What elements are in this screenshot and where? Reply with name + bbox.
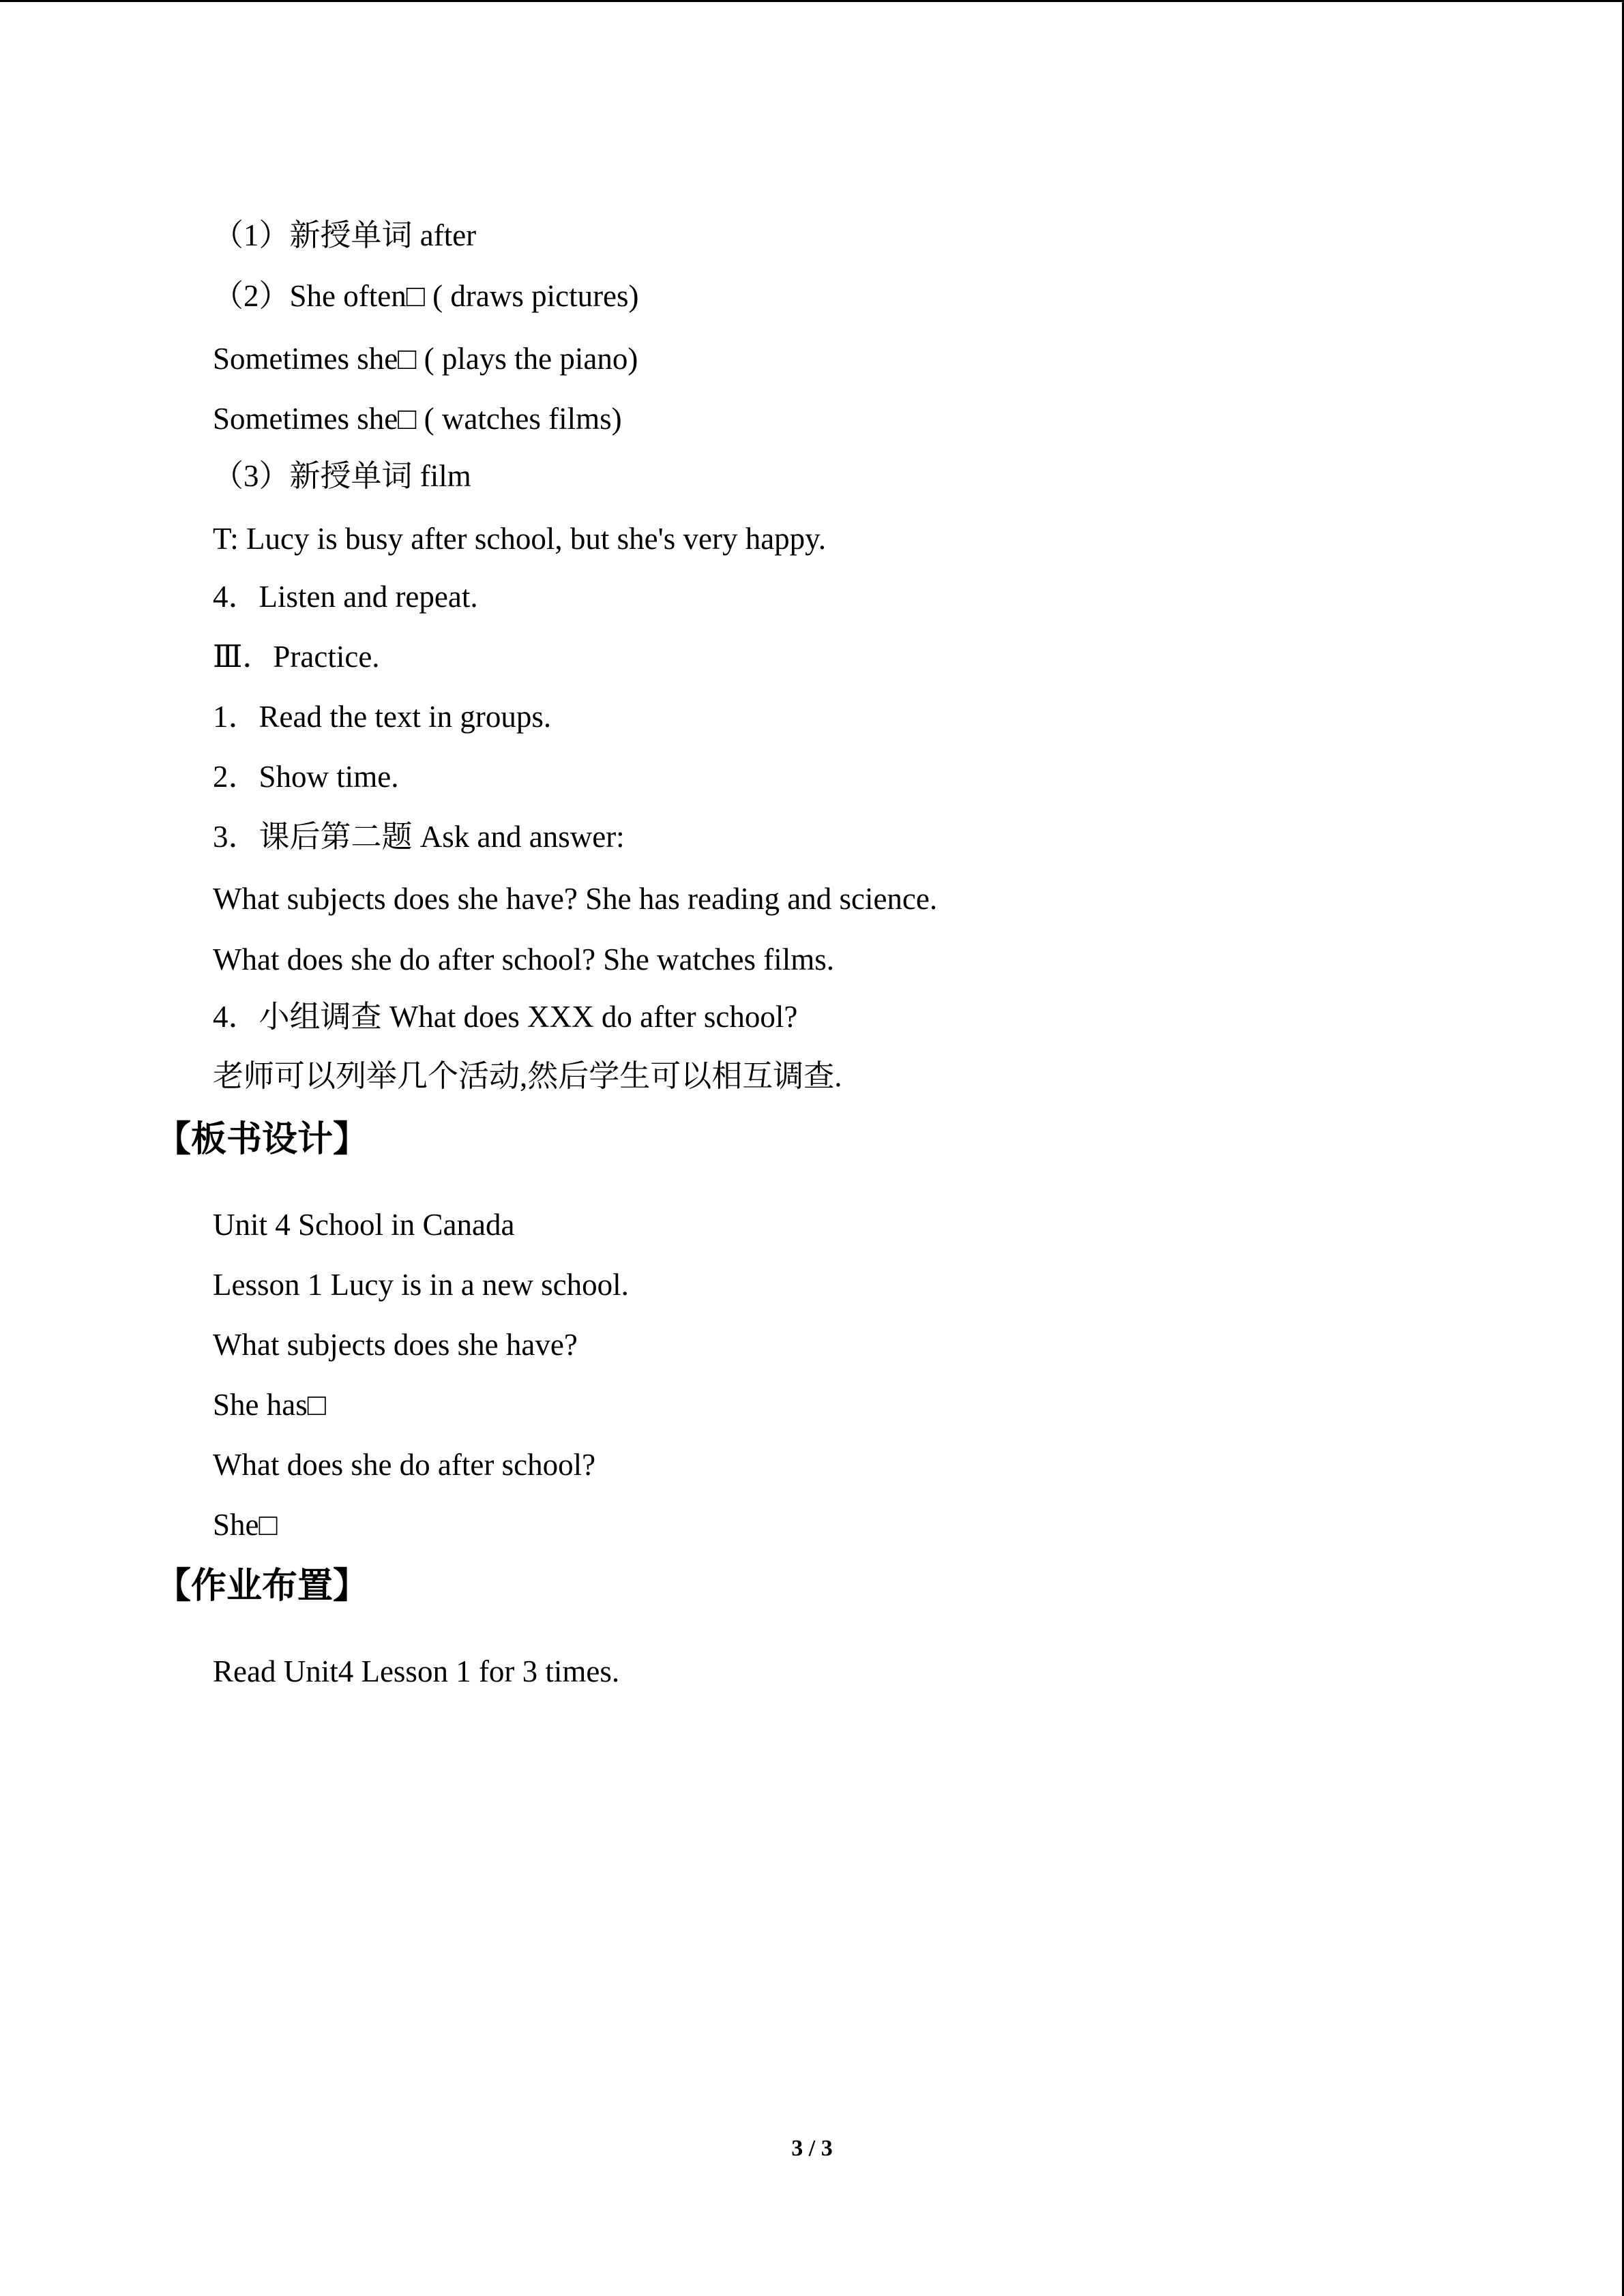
text-line: 4．小组调查 What does XXX do after school?: [213, 1000, 798, 1034]
text-line: T: Lucy is busy after school, but she's very happy.: [213, 522, 827, 556]
text-line: （1）新授单词 after: [213, 218, 477, 252]
text-line: （2）She often□ ( draws pictures): [213, 279, 639, 313]
board-line: Unit 4 School in Canada: [213, 1208, 515, 1242]
text-line: 2．Show time.: [213, 760, 399, 794]
text-line: 1．Read the text in groups.: [213, 700, 552, 734]
board-design-heading: 【板书设计】: [156, 1119, 369, 1160]
board-line: She has□: [213, 1388, 326, 1422]
text-line: Sometimes she□ ( plays the piano): [213, 342, 638, 376]
board-line: Lesson 1 Lucy is in a new school.: [213, 1268, 629, 1302]
text-line: 3．课后第二题 Ask and answer:: [213, 820, 625, 854]
board-line: What does she do after school?: [213, 1448, 596, 1482]
homework-line: Read Unit4 Lesson 1 for 3 times.: [213, 1654, 620, 1688]
text-line: 老师可以列举几个活动,然后学生可以相互调查.: [213, 1059, 842, 1093]
text-line: Ⅲ．Practice.: [213, 640, 380, 674]
board-line: She□: [213, 1508, 278, 1542]
text-line: （3）新授单词 film: [213, 459, 471, 493]
board-line: What subjects does she have?: [213, 1328, 578, 1362]
page-number: 3 / 3: [791, 2136, 833, 2161]
text-line: What does she do after school? She watches films.: [213, 942, 834, 976]
homework-heading: 【作业布置】: [156, 1566, 369, 1607]
text-line: Sometimes she□ ( watches films): [213, 402, 622, 436]
text-line: 4．Listen and repeat.: [213, 580, 478, 614]
page-border-top: [0, 0, 1624, 2]
text-line: What subjects does she have? She has reading and science.: [213, 882, 938, 916]
